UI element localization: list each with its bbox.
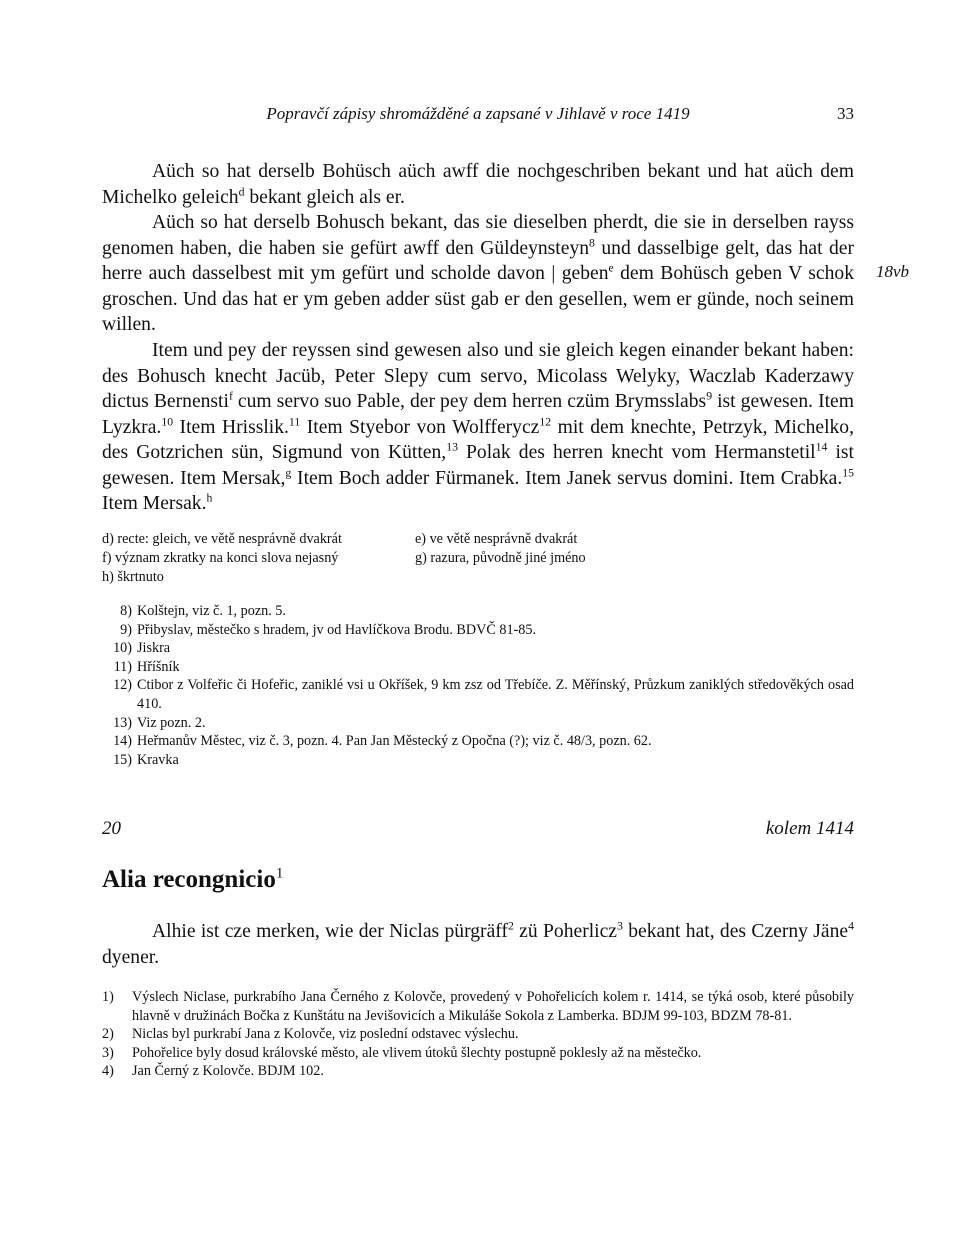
footnote-number: 15) bbox=[113, 751, 132, 768]
footnote-number: 1) bbox=[102, 989, 114, 1005]
note-mark: d) bbox=[102, 531, 114, 547]
footnote-number: 3) bbox=[102, 1044, 114, 1061]
footnote-text: Viz pozn. 2. bbox=[137, 714, 206, 731]
footnotes-document-20 bbox=[102, 988, 854, 1081]
critical-note bbox=[102, 549, 338, 568]
footnote-text: Heřmanův Městec, viz č. 3, pozn. 4. Pan Jan Městecký z Opočna (?); viz č. 48/3, pozn. 62. bbox=[137, 733, 652, 750]
footnote bbox=[102, 1044, 854, 1063]
footnote-text: Kolštejn, viz č. 1, pozn. 5. bbox=[137, 603, 286, 619]
footnote-text: Kravka bbox=[137, 751, 179, 768]
text-span: ist gewesen. Item Lyzkra. bbox=[102, 391, 854, 438]
footnote bbox=[102, 732, 854, 751]
footnote-text: Jiskra bbox=[137, 640, 171, 657]
text-span: Aüch so hat derselb Bohüsch aüch awff die nochgeschriben bekant und hat aüch dem Michelko geleich bbox=[102, 161, 854, 208]
running-title: Popravčí zápisy shromážděné a zapsané v Jihlavě v roce 1419 bbox=[266, 104, 690, 123]
text-span: cum servo suo Pable, der pey dem herren czüm Brymsslabs bbox=[232, 391, 707, 412]
text-span: Item Styebor von Wolfferycz bbox=[300, 416, 540, 438]
footnote bbox=[102, 714, 854, 733]
note-text: význam zkratky na konci slova nejasný bbox=[115, 550, 339, 566]
note-mark: e) bbox=[415, 531, 427, 547]
footnote-text: Jan Černý z Kolovče. BDJM 102. bbox=[132, 1063, 324, 1080]
footnote-mark: 15 bbox=[842, 465, 854, 479]
footnote-number: 13) bbox=[113, 714, 132, 731]
document-title bbox=[102, 866, 283, 894]
footnote-number: 14) bbox=[113, 733, 132, 750]
footnote-mark: 4 bbox=[848, 919, 854, 933]
critical-note bbox=[102, 568, 164, 587]
page-header bbox=[102, 104, 854, 130]
note-mark: d bbox=[238, 184, 245, 198]
footnote-text: Pohořelice byly dosud královské město, ale vlivem útoků šlechty postupně poklesly až na městečko. bbox=[132, 1044, 702, 1061]
footnote-mark: 8 bbox=[589, 235, 595, 249]
footnote-number: 9) bbox=[120, 621, 132, 638]
note-mark: e bbox=[608, 261, 614, 275]
footnote-number: 12) bbox=[113, 677, 132, 694]
document-number: 20 bbox=[102, 818, 121, 839]
footnote-mark: 11 bbox=[288, 414, 301, 428]
footnote bbox=[102, 1025, 854, 1044]
note-mark: f bbox=[228, 389, 233, 403]
text-span: Polak des herren knecht vom Hermanstetil bbox=[457, 442, 816, 463]
footnote-text: Niclas byl purkrabí Jana z Kolovče, viz poslední odstavec výslechu. bbox=[132, 1026, 519, 1043]
text-span: dem Bohüsch geben V schok groschen. Und das hat er ym geben adder süst gab er den gesellen, wem er günde, noch seinem willen. bbox=[102, 263, 854, 335]
footnote-number: 10) bbox=[113, 640, 132, 657]
note-text: recte: gleich, ve větě nesprávně dvakrát bbox=[117, 531, 342, 547]
note-mark: h) bbox=[102, 569, 114, 585]
text-span: und dasselbige gelt, das hat der herre auch dasselbest mit ym gefürt und scholde davon | geben bbox=[102, 237, 854, 284]
footnote-mark: 12 bbox=[539, 414, 552, 428]
folio-margin-note: 18vb bbox=[876, 262, 910, 281]
note-text: razura, původně jiné jméno bbox=[430, 550, 586, 566]
text-span: Alhie ist cze merken, wie der Niclas pürgräff bbox=[152, 921, 508, 942]
text-span: Item Hrisslik. bbox=[173, 416, 289, 438]
document-body bbox=[102, 919, 854, 970]
footnote-mark: 13 bbox=[446, 440, 458, 454]
page-number: 33 bbox=[837, 104, 854, 123]
footnote bbox=[102, 1062, 854, 1081]
paragraph-3 bbox=[102, 338, 854, 517]
note-mark: h bbox=[206, 491, 213, 505]
text-span: dyener. bbox=[102, 946, 160, 968]
footnote-number: 2) bbox=[102, 1026, 114, 1043]
text-span: Aüch so hat derselb Bohusch bekant, das sie dieselben pherdt, die sie in derselben rayss genomen haben, die haben sie gefürt awff den Güldeynsteyn bbox=[102, 212, 854, 259]
footnote-number: 4) bbox=[102, 1063, 114, 1080]
critical-note bbox=[415, 549, 586, 568]
footnote bbox=[102, 602, 854, 621]
note-text: škrtnuto bbox=[117, 569, 164, 585]
critical-note bbox=[102, 530, 342, 549]
note-mark: f) bbox=[102, 550, 112, 566]
paragraph-2 bbox=[102, 210, 854, 338]
text-span: Item Boch adder Fürmanek. Item Janek servus domini. Item Crabka. bbox=[291, 467, 843, 489]
text-span: zü Poherlicz bbox=[513, 921, 617, 942]
critical-note bbox=[415, 530, 577, 549]
text-span: ist gewesen. Item Mersak, bbox=[102, 442, 854, 489]
text-span: mit dem knechte, Petrzyk, Michelko, des Gotzrichen sün, Sigmund von Kütten, bbox=[102, 416, 855, 463]
note-mark: g) bbox=[415, 550, 427, 566]
footnote-number: 11) bbox=[113, 658, 132, 675]
footnote-mark: 10 bbox=[161, 414, 174, 428]
text-span: Item Mersak. bbox=[102, 493, 207, 514]
document-date: kolem 1414 bbox=[765, 818, 854, 839]
footnote-number: 8) bbox=[120, 603, 132, 619]
title-text: Alia recongnicio bbox=[102, 866, 276, 893]
text-span: bekant gleich als er. bbox=[244, 186, 405, 208]
footnote-mark: 14 bbox=[815, 440, 828, 454]
text-span: Item und pey der reyssen sind gewesen also und sie gleich kegen einander bekant haben: des Bohusch knecht Jacüb, Peter Slepy cum servo, Micolass Welyky, Waczlab Kaderzawy dictus Bernensti bbox=[102, 340, 854, 412]
footnote-mark: 3 bbox=[617, 919, 623, 933]
note-mark: g bbox=[285, 465, 292, 479]
footnote-text: Výslech Niclase, purkrabího Jana Černého z Kolovče, provedený v Pohořelicích kolem r. 1414, se týká osob, které působily hlavně v družinách Bočka z Kunštátu na Jevišovicích a Mikuláše Sokola z Lamberka. BDJM 99-103, BDZM 78-81. bbox=[132, 989, 854, 1024]
footnotes-section-19 bbox=[102, 602, 854, 769]
footnote-mark: 9 bbox=[706, 389, 713, 403]
footnote-mark: 1 bbox=[275, 865, 284, 882]
note-text: ve větě nesprávně dvakrát bbox=[429, 531, 578, 547]
paragraph-1 bbox=[102, 159, 854, 210]
footnote-text: Přibyslav, městečko s hradem, jv od Havlíčkova Brodu. BDVČ 81-85. bbox=[137, 621, 537, 638]
footnote-text: Hříšník bbox=[137, 658, 180, 675]
footnote bbox=[102, 988, 854, 1025]
footnote-text: Ctibor z Volfeřic či Hofeřic, zaniklé vsi u Okříšek, 9 km zsz od Třebíče. Z. Měřínský, Průzkum zaniklých středověkých osad 410. bbox=[137, 677, 854, 712]
footnote bbox=[102, 658, 854, 677]
text-span: bekant hat, des Czerny Jäne bbox=[622, 921, 849, 942]
footnote bbox=[102, 676, 854, 713]
footnote bbox=[102, 621, 854, 640]
footnote-mark: 2 bbox=[507, 919, 514, 933]
footnote bbox=[102, 639, 854, 658]
footnote bbox=[102, 751, 854, 770]
